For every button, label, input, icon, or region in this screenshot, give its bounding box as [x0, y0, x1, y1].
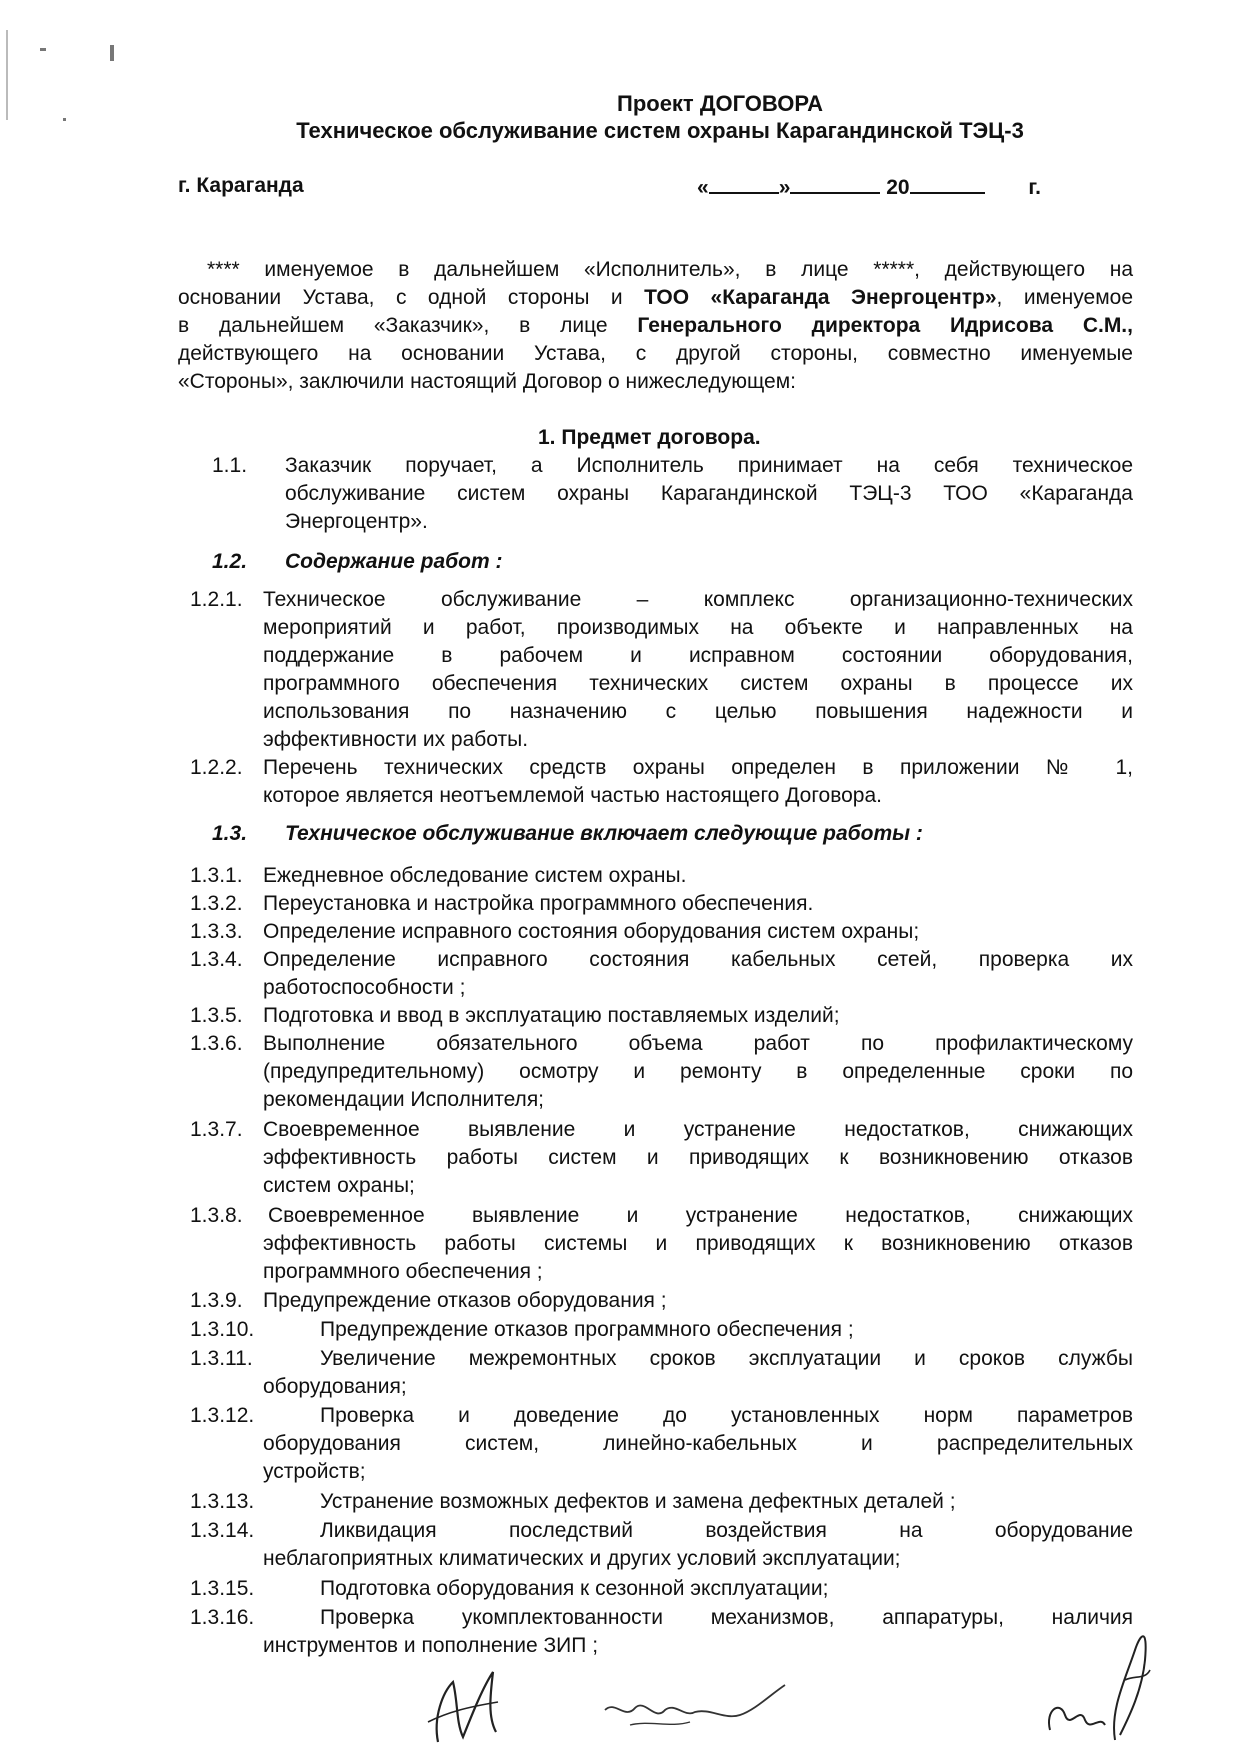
clause-line: обслуживание систем охраны Карагандинской ТЭЦ-3 ТОО «Караганда	[285, 482, 1133, 505]
item-number: 1.3.14.	[190, 1519, 255, 1542]
item-number: 1.3.10.	[190, 1318, 255, 1341]
clause-number: 1.1.	[212, 454, 248, 477]
clause-line: мероприятий и работ, производимых на объекте и направленных на	[263, 616, 1133, 639]
customer-name: ТОО «Караганда Энергоцентр»	[644, 286, 997, 309]
clause-line: эффективности их работы.	[263, 728, 529, 751]
item-text: Проверка и доведение до установленных норм параметров	[320, 1404, 1133, 1427]
clause-heading: Техническое обслуживание включает следующие работы :	[285, 822, 923, 845]
clause-line: Перечень технических средств охраны определен в приложении № 1,	[263, 756, 1133, 779]
item-number: 1.3.11.	[190, 1347, 253, 1370]
item-text: Подготовка оборудования к сезонной эксплуатации;	[320, 1577, 829, 1600]
item-number: 1.3.8.	[190, 1204, 243, 1227]
clause-line: поддержание в рабочем и исправном состоянии оборудования,	[263, 644, 1133, 667]
item-text: (предупредительному) осмотру и ремонту в определенные сроки по	[263, 1060, 1133, 1083]
item-text: Своевременное выявление и устранение недостатков, снижающих	[268, 1204, 1133, 1227]
clause-heading: Содержание работ :	[285, 550, 503, 573]
item-number: 1.3.12.	[190, 1404, 255, 1427]
director-name: Генерального директора Идрисова С.М.,	[637, 314, 1133, 337]
item-text: эффективность работы системы и приводящих к возникновению отказов	[263, 1232, 1133, 1255]
preamble-line: основании Устава, с одной стороны и ТОО «Караганда Энергоцентр», именуемое	[178, 286, 1134, 309]
item-number: 1.3.9.	[190, 1289, 243, 1312]
item-text: Предупреждение отказов оборудования ;	[263, 1289, 667, 1312]
item-text: программного обеспечения ;	[263, 1260, 543, 1283]
item-text: Ликвидация последствий воздействия на оборудование	[320, 1519, 1133, 1542]
preamble-line: в дальнейшем «Заказчик», в лице Генерального директора Идрисова С.М.,	[178, 314, 1133, 337]
item-text: устройств;	[263, 1460, 366, 1483]
item-text: Определение исправного состояния оборудования систем охраны;	[263, 920, 920, 943]
clause-number: 1.3.	[212, 822, 248, 845]
item-text: Подготовка и ввод в эксплуатацию поставляемых изделий;	[263, 1004, 840, 1027]
item-number: 1.3.16.	[190, 1606, 255, 1629]
date-open: «	[697, 176, 709, 199]
section-heading: 1. Предмет договора.	[538, 426, 761, 449]
item-text: работоспособности ;	[263, 976, 466, 999]
item-text: систем охраны;	[263, 1174, 415, 1197]
item-number: 1.3.5.	[190, 1004, 243, 1027]
item-text: Своевременное выявление и устранение недостатков, снижающих	[263, 1118, 1133, 1141]
clause-number: 1.2.	[212, 550, 248, 573]
clause-line: которое является неотъемлемой частью настоящего Договора.	[263, 784, 882, 807]
item-text: Определение исправного состояния кабельных сетей, проверка их	[263, 948, 1133, 971]
item-text: Переустановка и настройка программного обеспечения.	[263, 892, 814, 915]
item-text: неблагоприятных климатических и других условий эксплуатации;	[263, 1547, 901, 1570]
scan-mark	[40, 48, 46, 51]
item-text: Ежедневное обследование систем охраны.	[263, 864, 687, 887]
item-text: оборудования систем, линейно-кабельных и распределительных	[263, 1432, 1133, 1455]
scan-mark	[110, 45, 114, 61]
item-number: 1.3.15.	[190, 1577, 255, 1600]
clause-line: использования по назначению с целью повышения надежности и	[263, 700, 1133, 723]
clause-line: программного обеспечения технических систем охраны в процессе их	[263, 672, 1133, 695]
signature-2	[600, 1680, 790, 1740]
item-number: 1.3.4.	[190, 948, 243, 971]
item-text: Проверка укомплектованности механизмов, аппаратуры, наличия	[320, 1606, 1133, 1629]
scan-mark	[6, 30, 8, 120]
item-text: рекомендации Исполнителя;	[263, 1088, 545, 1111]
preamble-line: действующего на основании Устава, с другой стороны, совместно именуемые	[178, 342, 1133, 365]
clause-line: Техническое обслуживание – комплекс организационно-технических	[263, 588, 1133, 611]
item-number: 1.3.13.	[190, 1490, 255, 1513]
clause-line: Заказчик поручает, а Исполнитель принимает на себя техническое	[285, 454, 1133, 477]
item-text: Выполнение обязательного объема работ по профилактическому	[263, 1032, 1133, 1055]
clause-number: 1.2.1.	[190, 588, 243, 611]
item-text: оборудования;	[263, 1375, 407, 1398]
item-text: Предупреждение отказов программного обеспечения ;	[320, 1318, 854, 1341]
signature-1	[418, 1662, 518, 1752]
clause-number: 1.2.2.	[190, 756, 243, 779]
item-text: Увеличение межремонтных сроков эксплуатации и сроков службы	[320, 1347, 1133, 1370]
document-title: Проект ДОГОВОРА	[617, 91, 823, 116]
date-line	[697, 172, 1041, 202]
signature-3	[1030, 1620, 1170, 1750]
year-suffix: г.	[1028, 176, 1041, 199]
date-close: »	[778, 176, 791, 199]
document-subtitle: Техническое обслуживание систем охраны Карагандинской ТЭЦ-3	[296, 118, 1024, 143]
preamble-line: **** именуемое в дальнейшем «Исполнитель», в лице *****, действующего на	[207, 258, 1133, 281]
item-number: 1.3.2.	[190, 892, 243, 915]
year-prefix: 20	[886, 176, 910, 199]
item-text: эффективность работы систем и приводящих к возникновению отказов	[263, 1146, 1133, 1169]
item-number: 1.3.6.	[190, 1032, 243, 1055]
item-text: Устранение возможных дефектов и замена дефектных деталей ;	[320, 1490, 956, 1513]
city: г. Караганда	[178, 174, 304, 197]
clause-line: Энергоцентр».	[285, 510, 428, 533]
preamble-line: «Стороны», заключили настоящий Договор о нижеследующем:	[178, 370, 797, 393]
item-number: 1.3.3.	[190, 920, 243, 943]
item-text: инструментов и пополнение ЗИП ;	[263, 1634, 599, 1657]
item-number: 1.3.7.	[190, 1118, 243, 1141]
item-number: 1.3.1.	[190, 864, 243, 887]
